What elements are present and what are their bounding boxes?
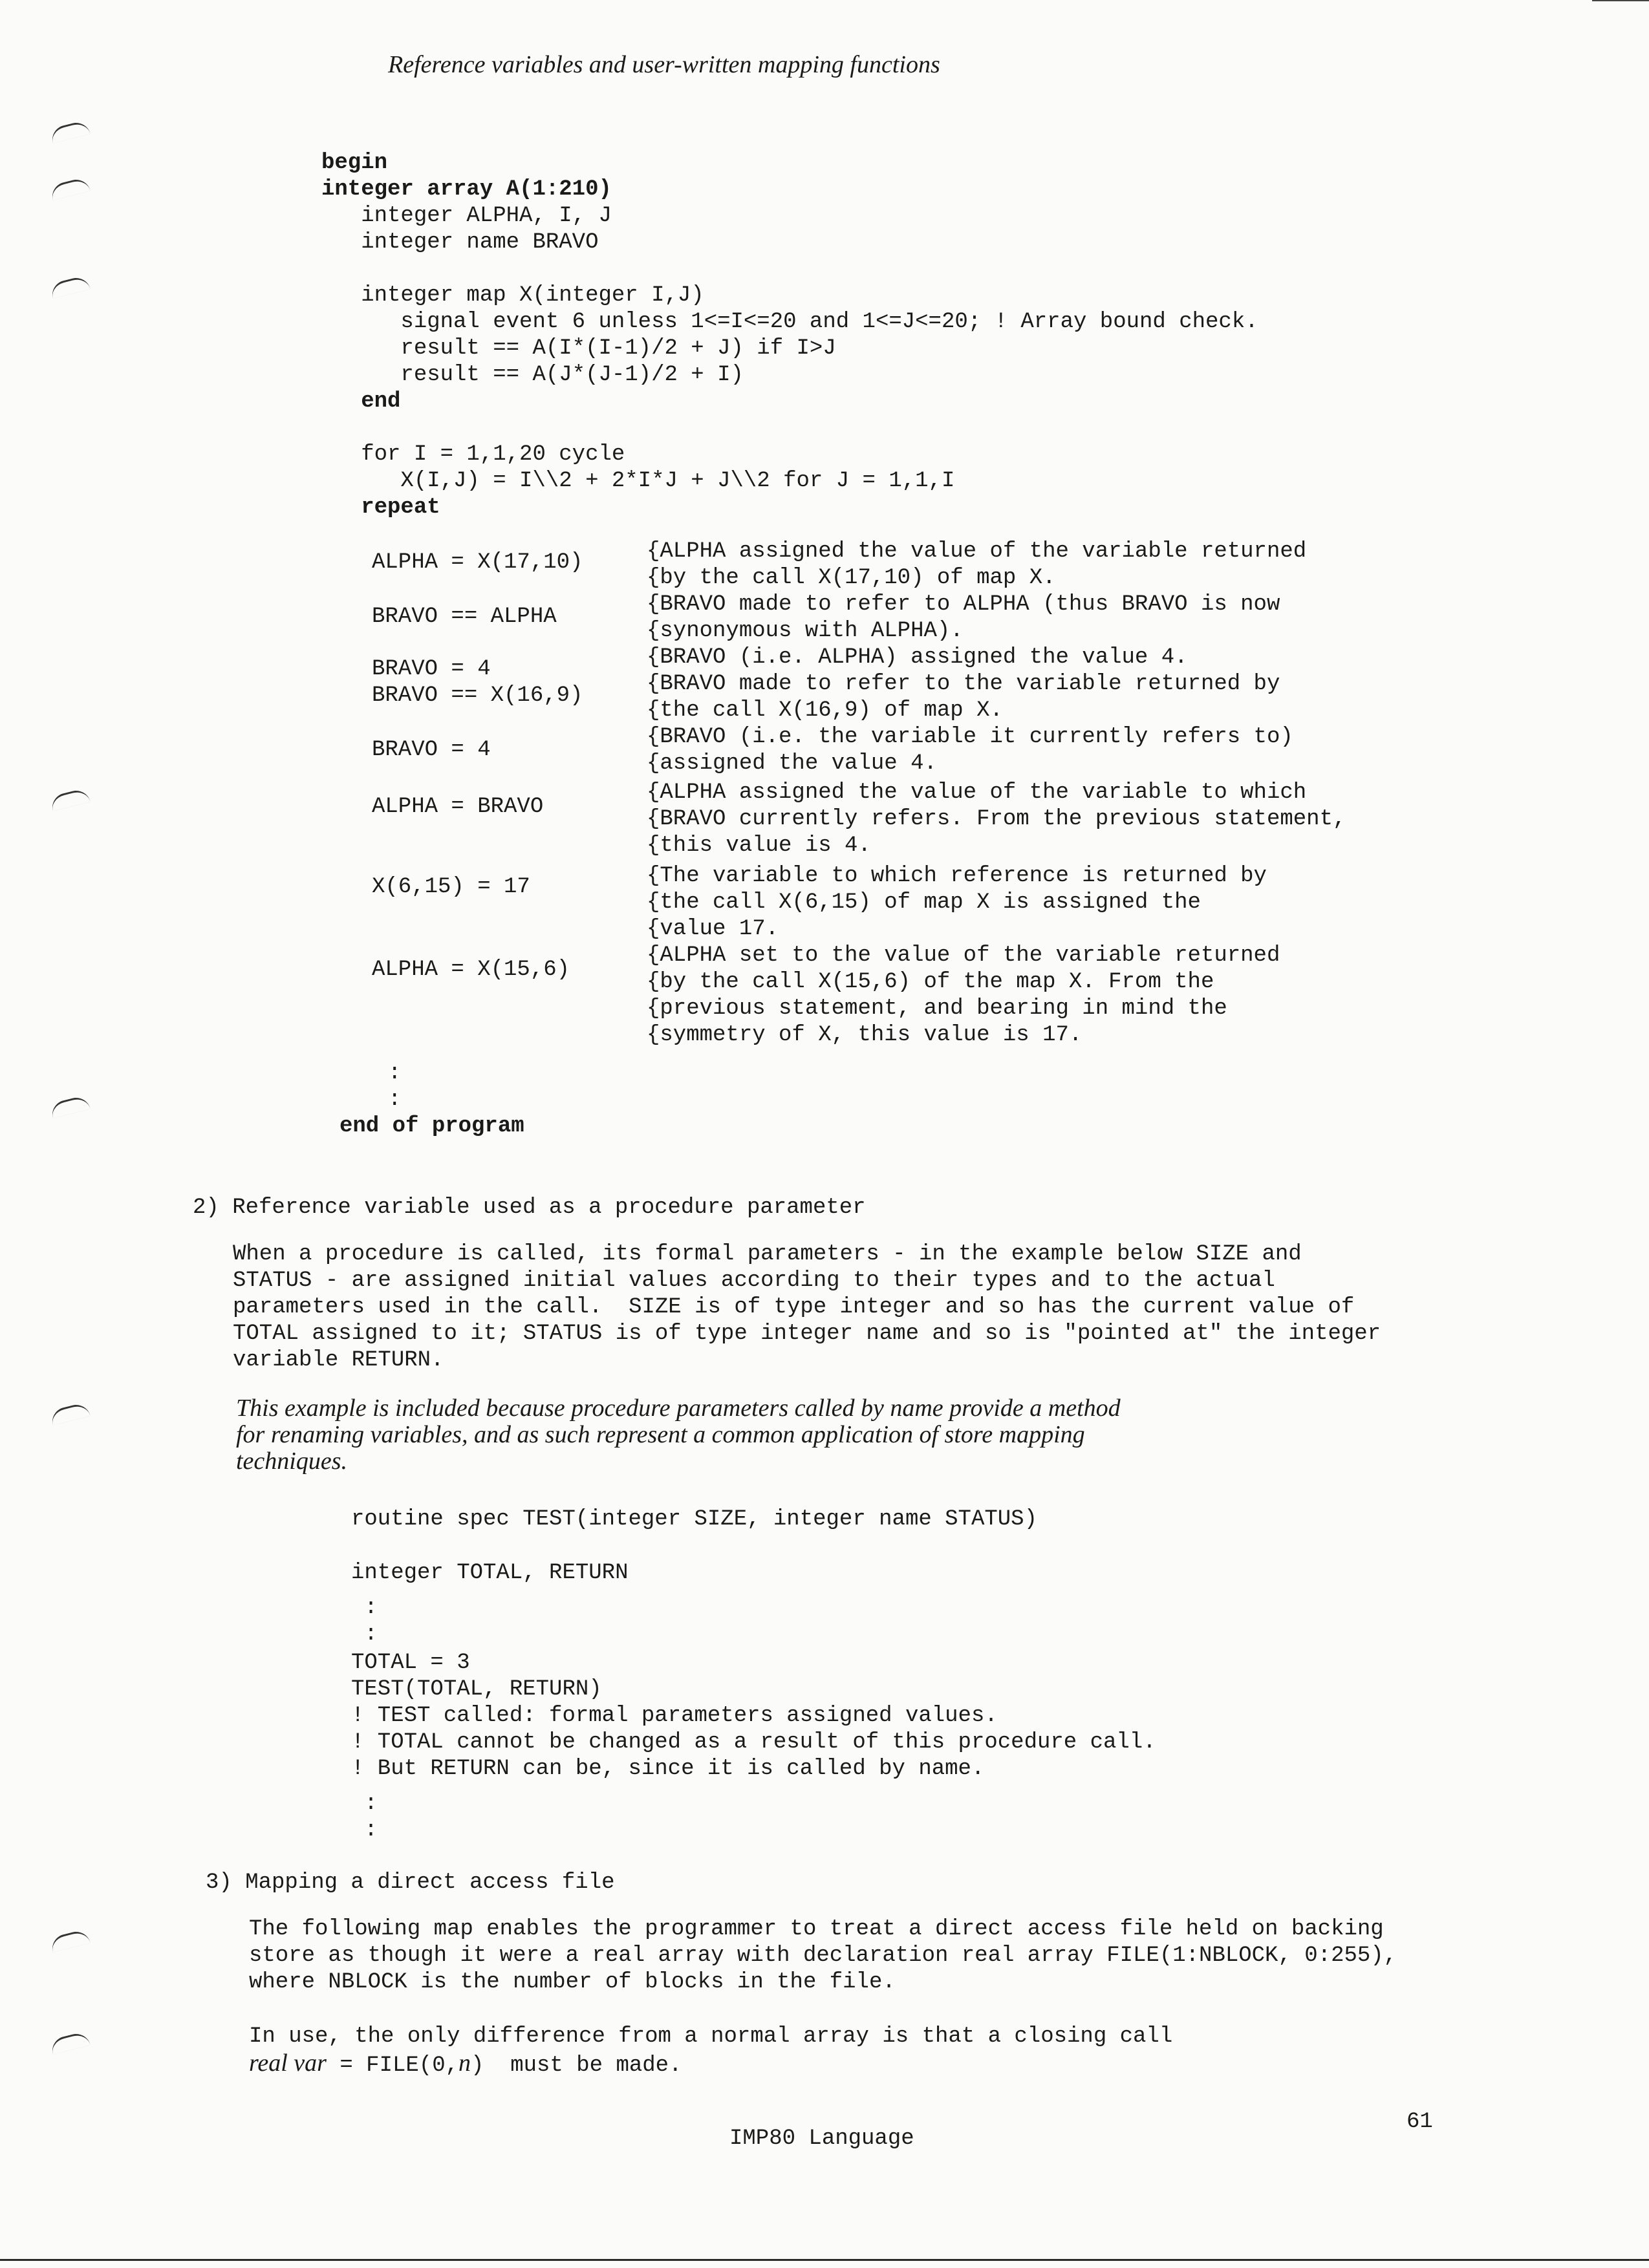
code-line: integer map X(integer I,J) xyxy=(321,283,704,308)
continuation-dots: : xyxy=(388,1087,402,1112)
assignment-comment: {BRAVO (i.e. ALPHA) assigned the value 4. xyxy=(647,645,1188,670)
assignment-code: BRAVO = 4 xyxy=(372,738,491,762)
code-line: : xyxy=(351,1818,378,1843)
paragraph-line xyxy=(249,2050,682,2079)
code-line: integer array A(1:210) xyxy=(321,177,612,202)
assignment-code: BRAVO == ALPHA xyxy=(372,604,557,629)
code-line: integer name BRAVO xyxy=(321,230,599,255)
code-line: : xyxy=(351,1622,378,1647)
paragraph-line: STATUS - are assigned initial values according to their types and to the actual xyxy=(233,1268,1275,1293)
code-line: TOTAL = 3 xyxy=(351,1651,470,1675)
code-line: signal event 6 unless 1<=I<=20 and 1<=J<=20; ! Array bound check. xyxy=(321,310,1258,334)
assignment-comment: {previous statement, and bearing in mind the xyxy=(647,996,1227,1021)
code-line: : xyxy=(351,1792,378,1816)
continuation-dots: : xyxy=(388,1061,402,1086)
paragraph-line: In use, the only difference from a normal array is that a closing call xyxy=(249,2024,1173,2049)
binder-hole-mark xyxy=(49,120,91,144)
italic-paragraph-line: This example is included because procedure parameters called by name provide a method xyxy=(236,1395,1121,1422)
assignment-code: BRAVO == X(16,9) xyxy=(372,683,583,708)
code-line: repeat xyxy=(321,495,440,520)
binder-hole-mark xyxy=(49,1929,91,1952)
paragraph-line: parameters used in the call. SIZE is of type integer and so has the current value of xyxy=(233,1295,1355,1320)
assignment-comment: {assigned the value 4. xyxy=(647,751,937,776)
code-line: begin xyxy=(321,151,388,175)
footer-title: IMP80 Language xyxy=(729,2126,914,2151)
page-bottom-edge xyxy=(0,2259,1649,2261)
italic-paragraph-line: techniques. xyxy=(236,1448,348,1475)
assignment-code: BRAVO = 4 xyxy=(372,657,491,681)
code-line: ! TOTAL cannot be changed as a result of this procedure call. xyxy=(351,1730,1156,1755)
page-number: 61 xyxy=(1406,2110,1433,2134)
binder-hole-mark xyxy=(49,275,91,299)
binder-hole-mark xyxy=(49,787,91,811)
italic-term: n xyxy=(458,2049,471,2077)
binder-hole-mark xyxy=(49,2031,91,2055)
assignment-comment: {by the call X(17,10) of map X. xyxy=(647,566,1056,590)
code-line: ! TEST called: formal parameters assigned values. xyxy=(351,1704,998,1728)
section-heading: 2) Reference variable used as a procedure parameter xyxy=(193,1195,866,1220)
binder-hole-mark xyxy=(49,177,91,200)
assignment-comment: {by the call X(15,6) of the map X. From the xyxy=(647,970,1214,994)
paragraph-line: store as though it were a real array with declaration real array FILE(1:NBLOCK, 0:255), xyxy=(249,1943,1397,1968)
paragraph-line: When a procedure is called, its formal parameters - in the example below SIZE and xyxy=(233,1242,1302,1267)
assignment-comment: {value 17. xyxy=(647,917,779,941)
code-line: for I = 1,1,20 cycle xyxy=(321,442,625,467)
italic-term: real var xyxy=(249,2049,327,2077)
code-line: ! But RETURN can be, since it is called by name. xyxy=(351,1757,985,1781)
end-of-program: end of program xyxy=(339,1114,524,1139)
code-line: integer ALPHA, I, J xyxy=(321,204,612,228)
code-line: : xyxy=(351,1596,378,1620)
code-line: end xyxy=(321,389,401,414)
assignment-comment: {BRAVO made to refer to ALPHA (thus BRAVO is now xyxy=(647,592,1280,617)
assignment-comment: {synonymous with ALPHA). xyxy=(647,619,964,643)
inline-code: ) must be made. xyxy=(471,2053,682,2078)
assignment-comment: {BRAVO (i.e. the variable it currently refers to) xyxy=(647,725,1293,749)
assignment-comment: {symmetry of X, this value is 17. xyxy=(647,1023,1083,1047)
assignment-code: ALPHA = BRAVO xyxy=(372,795,544,819)
binder-hole-mark xyxy=(49,1095,91,1118)
code-line: result == A(J*(J-1)/2 + I) xyxy=(321,363,744,387)
assignment-comment: {BRAVO made to refer to the variable returned by xyxy=(647,672,1280,696)
assignment-comment: {ALPHA set to the value of the variable returned xyxy=(647,943,1280,968)
assignment-code: ALPHA = X(17,10) xyxy=(372,550,583,575)
assignment-comment: {the call X(6,15) of map X is assigned the xyxy=(647,890,1201,915)
assignment-comment: {ALPHA assigned the value of the variable returned xyxy=(647,539,1307,564)
assignment-code: ALPHA = X(15,6) xyxy=(372,957,570,982)
paragraph-line: variable RETURN. xyxy=(233,1348,444,1373)
assignment-code: X(6,15) = 17 xyxy=(372,875,530,899)
assignment-comment: {BRAVO currently refers. From the previous statement, xyxy=(647,807,1346,831)
code-line: X(I,J) = I\\2 + 2*I*J + J\\2 for J = 1,1,I xyxy=(321,469,955,493)
assignment-comment: {The variable to which reference is returned by xyxy=(647,864,1267,888)
paragraph-line: TOTAL assigned to it; STATUS is of type integer name and so is "pointed at" the integer xyxy=(233,1321,1381,1346)
paragraph-line: The following map enables the programmer to treat a direct access file held on backing xyxy=(249,1917,1384,1942)
paragraph-line: where NBLOCK is the number of blocks in the file. xyxy=(249,1970,896,1995)
section-heading: 3) Mapping a direct access file xyxy=(206,1870,615,1895)
inline-code: = FILE(0, xyxy=(326,2053,459,2078)
code-line: integer TOTAL, RETURN xyxy=(351,1561,629,1585)
assignment-comment: {this value is 4. xyxy=(647,833,871,858)
page-edge-mark xyxy=(1592,0,1649,1)
code-line: routine spec TEST(integer SIZE, integer name STATUS) xyxy=(351,1507,1037,1532)
code-line: TEST(TOTAL, RETURN) xyxy=(351,1677,602,1702)
code-line: result == A(I*(I-1)/2 + J) if I>J xyxy=(321,336,836,361)
assignment-comment: {the call X(16,9) of map X. xyxy=(647,698,1003,723)
assignment-comment: {ALPHA assigned the value of the variable to which xyxy=(647,780,1307,805)
binder-hole-mark xyxy=(49,1402,91,1426)
italic-paragraph-line: for renaming variables, and as such represent a common application of store mapping xyxy=(236,1421,1085,1448)
running-header: Reference variables and user-written mapping functions xyxy=(388,51,940,78)
